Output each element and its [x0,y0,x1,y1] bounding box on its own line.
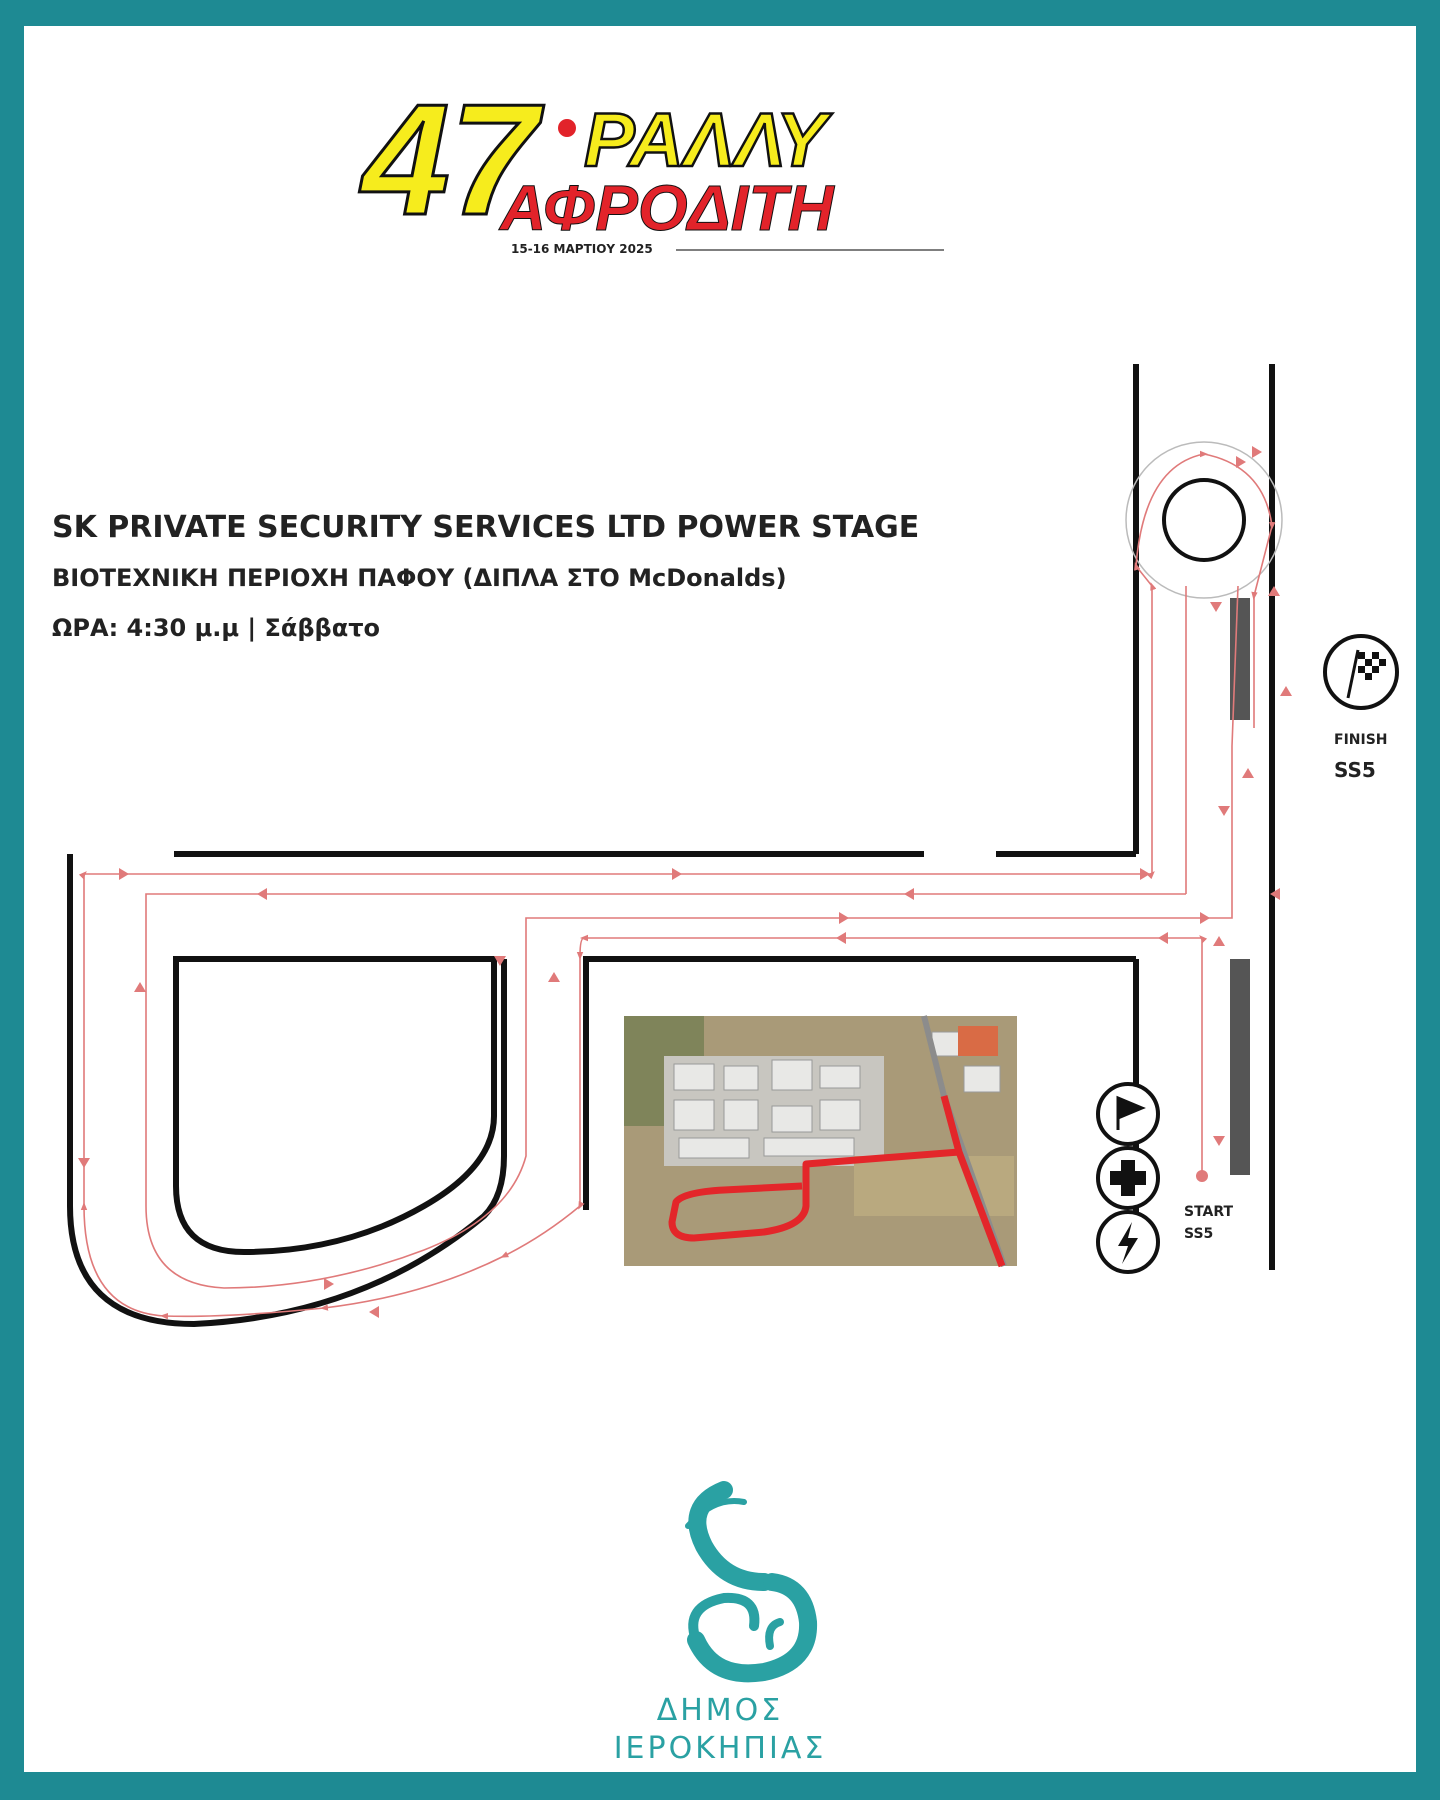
route-arrow [1200,912,1210,924]
route-arrow [1210,602,1222,612]
municipality-line2: ΙΕΡΟΚΗΠΙΑΣ [613,1731,827,1766]
stage-location: ΒΙΟΤΕΧΝΙΚΗ ΠΕΡΙΟΧΗ ΠΑΦΟΥ (ΔΙΠΛΑ ΣΤΟ McDonalds) [52,564,787,592]
service-icons [1098,1084,1158,1272]
route-arrow [369,1306,379,1318]
route-arrow [836,932,846,944]
logo-word-rally: ΡΑΛΛΥ [584,98,827,183]
route-arrow [1252,446,1262,458]
route-arrow [1280,686,1292,696]
stage-title: SK PRIVATE SECURITY SERVICES LTD POWER STAGE [52,510,920,545]
route-arrow [1213,936,1225,946]
start-flag-icon [1098,1084,1158,1144]
municipality-line1: ΔΗΜΟΣ [656,1693,784,1728]
rally-logo [359,72,944,256]
finish-label: FINISH [1334,732,1388,748]
route-arrow [134,982,146,992]
finish-marker [1325,636,1397,782]
route-arrow [672,868,682,880]
route-arrow [548,972,560,982]
start-marker [1184,1204,1234,1242]
logo-dates: 15-16 ΜΑΡΤΙΟΥ 2025 [511,242,653,256]
lightning-icon [1098,1212,1158,1272]
route-arrow [324,1278,334,1290]
medical-cross-icon [1098,1148,1158,1208]
logo-dot [558,119,576,137]
route-arrow [1140,868,1150,880]
road-segment [70,854,504,1324]
route-arrow [1242,768,1254,778]
parking-strip [1230,959,1250,1175]
start-label: START [1184,1204,1234,1220]
route-arrow [1158,932,1168,944]
logo-word-aphrodite: ΑΦΡΟΔΙΤΗ [500,172,834,244]
finish-stage: SS5 [1334,758,1376,782]
route-arrow [119,868,129,880]
route-arrow [257,888,267,900]
stage-time: ΩΡΑ: 4:30 μ.μ | Σάββατο [52,614,381,642]
roundabout [1126,442,1282,598]
poster-canvas [24,26,1416,1772]
route-arrow [839,912,849,924]
route-arrow [904,888,914,900]
route-arrow [1218,806,1230,816]
poster-card [24,26,1416,1772]
route-arrow [1213,1136,1225,1146]
start-stage: SS5 [1184,1226,1214,1242]
satellite-inset [624,1016,1017,1266]
municipality-logo [614,1490,827,1766]
route-arrow [78,1158,90,1168]
municipality-emblem [688,1490,808,1673]
start-point [1196,1170,1208,1182]
road-island [176,959,494,1252]
checkered-flag-icon [1325,636,1397,708]
logo-number: 47 [362,72,538,248]
route-arrow [1236,456,1246,468]
